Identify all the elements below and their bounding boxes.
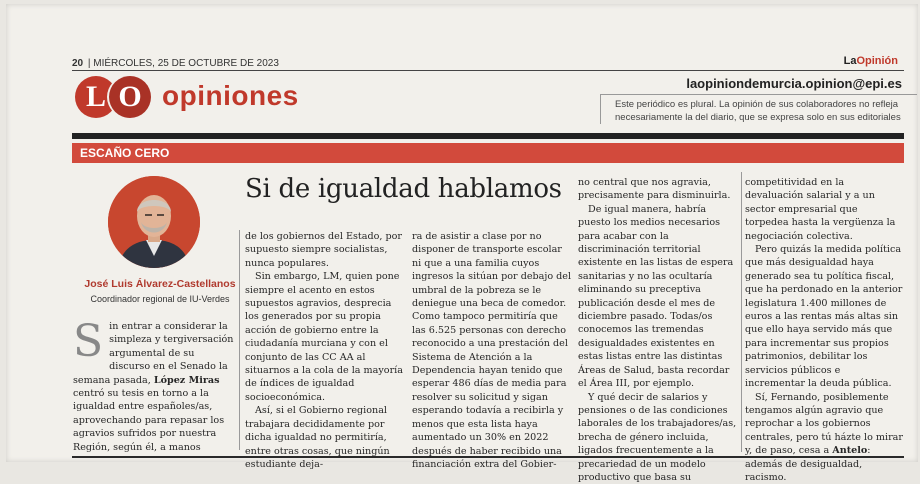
paragraph: ra de asistir a clase por no disponer de transporte escolar ni que a una familia cuyos ingresos la sitúan por debajo del umbral de la pobreza se le deniegue una beca de comedor. Como tampoco permitiría que las 6.525 personas con derecho reconocido a una prestación del Sistema de Atención a la Dependencia hayan tenido que esperar 486 días de media para resolver su solicitud y sigan esperando todavía a recibirla y menos que esta lista haya aumentado un 30% en 2022 después de haber recibido una financiación extra del Gobier- bbox=[412, 230, 572, 471]
paragraph: Sin embargo, LM, quien pone siempre el acento en estos supuestos agravios, desprecia los generados por su propia acción de gobierno entre la ciudadanía murciana y con el conjunto de las CC AA al situarnos a la cola de la mayoría de índices de igualdad socioeconómica. bbox=[245, 270, 405, 404]
paragraph: in entrar a considerar la simpleza y tergiversación argumental de su discurso en el Senado la semana pasada, López Miras centró su tesis en torno a la igualdad entre españoles/as, aprovechando para repasar los agravios sufridos por nuestra Región, según él, a manos bbox=[73, 320, 235, 454]
logo-letter-l: L bbox=[75, 76, 117, 118]
paragraph: Así, si el Gobierno regional trabajara decididamente por dicha igualdad no permitiría, entre otras cosas, que ningún estudiante deja- bbox=[245, 404, 405, 471]
page-number: 20 bbox=[72, 58, 83, 69]
paragraph: De igual manera, habría puesto los medios necesarios para acabar con la discriminación territorial existente en las listas de espera sanitarias y no las ocultaría eliminando su preceptiva publicación desde el mes de diciembre pasado. Todas/os conocemos las tremendas desigualdades existentes en estas listas entre las distintas Áreas de Salud, basta recordar el Área III, por ejemplo. bbox=[578, 203, 738, 391]
black-divider bbox=[72, 133, 904, 139]
editorial-disclaimer: Este periódico es plural. La opinión de sus colaboradores no refleja necesariamente la del diario, que se expresa solo en sus editoriales bbox=[600, 94, 917, 124]
folio bbox=[72, 58, 279, 69]
logo-letter-o: O bbox=[109, 76, 151, 118]
bold-name: López Miras bbox=[154, 375, 220, 386]
column-rule bbox=[239, 230, 240, 450]
author-name: José Luis Álvarez-Castellanos bbox=[74, 278, 246, 290]
paragraph: competitividad en la devaluación salarial y a un sector empresarial que torpedea hasta la vergüenza la negociación colectiva. bbox=[745, 176, 903, 243]
column-banner: ESCAÑO CERO bbox=[72, 143, 904, 163]
bold-name: Antelo bbox=[832, 445, 867, 456]
article-headline: Si de igualdad hablamos bbox=[245, 174, 562, 204]
paragraph: Pero quizás la medida política que más desigualdad haya generado sea tu política fiscal, que ha perdonado en la anterior legislatura 1.400 millones de euros a las rentas más altas sin que ello haya servido más que para incrementar sus propios patrimonios, debilitar los servicios públicos e incrementar la deuda pública. bbox=[745, 243, 903, 390]
paragraph: Sí, Fernando, posiblemente tengamos algún agravio que reprochar a los gobiernos centrales, pero tú házte lo mirar y, de paso, cesa a Antelo: además de desigualdad, racismo. bbox=[745, 391, 903, 484]
drop-cap: S bbox=[73, 322, 103, 362]
section-title: opiniones bbox=[162, 80, 299, 112]
author-role: Coordinador regional de IU-Verdes bbox=[74, 294, 246, 304]
footer-rule bbox=[72, 456, 904, 458]
article-column-4 bbox=[578, 176, 738, 484]
paragraph: Y qué decir de salarios y pensiones o de las condiciones laborales de los trabajadores/as, brecha de género incluida, ligados frecuentemente a la precariedad de un modelo productivo que basa su bbox=[578, 391, 738, 484]
paragraph: de los gobiernos del Estado, por supuesto siempre socialistas, nunca populares. bbox=[245, 230, 405, 270]
contact-email: laopiniondemurcia.opinion@epi.es bbox=[686, 76, 902, 91]
paragraph: no central que nos agravia, precisamente para disminuirla. bbox=[578, 176, 738, 203]
article-column-2 bbox=[245, 230, 405, 471]
article-column-5 bbox=[745, 176, 903, 484]
article-column-1 bbox=[73, 320, 235, 454]
issue-date: | MIÉRCOLES, 25 DE OCTUBRE DE 2023 bbox=[88, 58, 279, 69]
brand-wordmark: LaOpinión bbox=[844, 55, 898, 67]
column-rule bbox=[741, 172, 742, 452]
article-column-3 bbox=[412, 230, 572, 471]
author-photo bbox=[108, 176, 200, 268]
header-rule bbox=[72, 70, 904, 71]
